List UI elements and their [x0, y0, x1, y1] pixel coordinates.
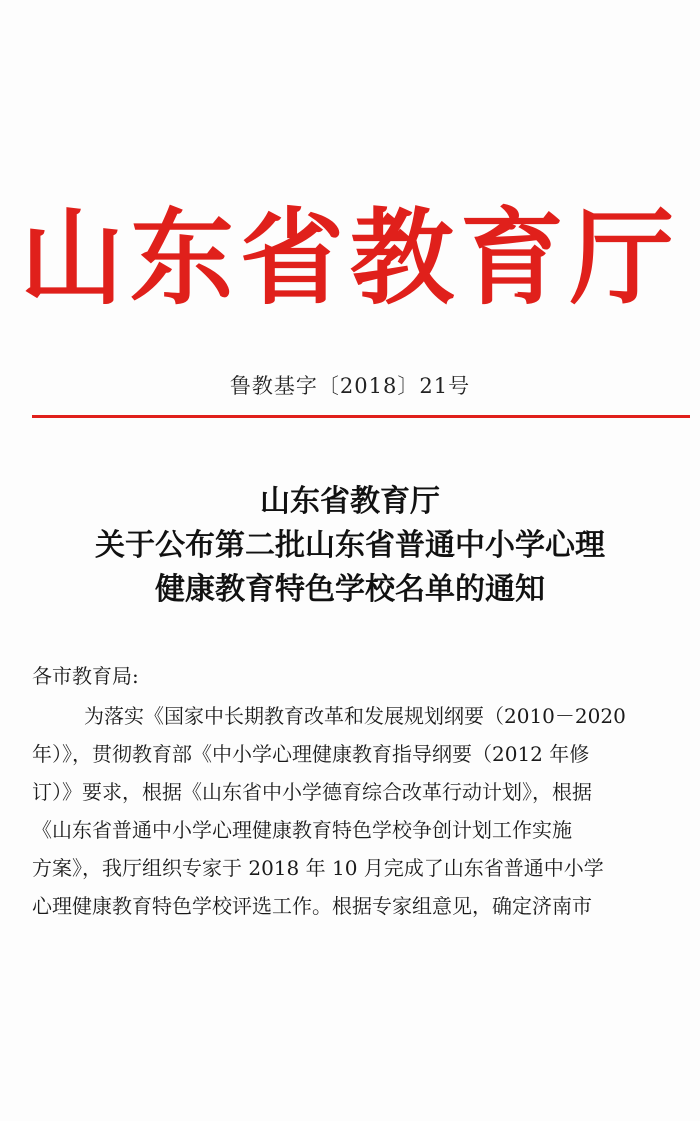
- body-line-5: 方案》，我厅组织专家于 2018 年 10 月完成了山东省普通中小学: [32, 856, 604, 880]
- title-line-2: 关于公布第二批山东省普通中小学心理: [95, 528, 605, 563]
- title-line-1: 山东省教育厅: [260, 484, 440, 519]
- notice-title: [0, 480, 700, 612]
- salutation: 各市教育局:: [32, 664, 139, 688]
- body-line-1: 为落实《国家中长期教育改革和发展规划纲要（2010－2020: [84, 704, 626, 728]
- body-line-3: 订）》要求，根据《山东省中小学德育综合改革行动计划》，根据: [32, 780, 592, 804]
- body-line-6: 心理健康教育特色学校评选工作。根据专家组意见，确定济南市: [32, 894, 592, 918]
- body-line-2: 年）》，贯彻教育部《中小学心理健康教育指导纲要（2012 年修: [32, 742, 590, 766]
- masthead-title: 山东省教育厅: [19, 196, 680, 319]
- title-line-3: 健康教育特色学校名单的通知: [155, 572, 545, 607]
- document-number: 鲁教基字〔2018〕21号: [229, 374, 471, 398]
- red-divider-line: [32, 415, 690, 418]
- body-line-4: 《山东省普通中小学心理健康教育特色学校争创计划工作实施: [32, 818, 572, 842]
